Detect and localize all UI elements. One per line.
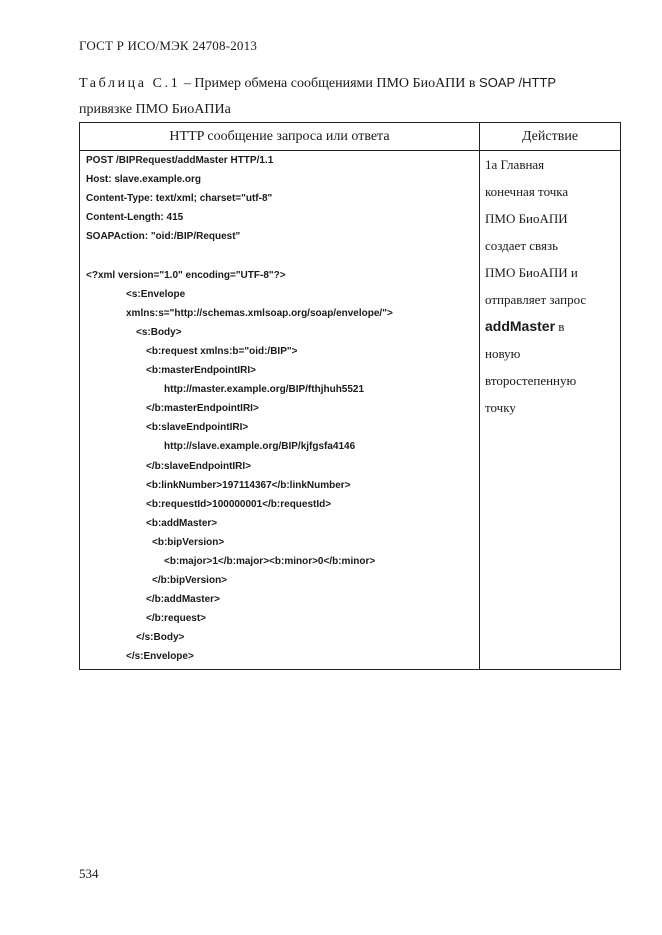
code-line: </b:masterEndpointIRI> <box>146 403 259 415</box>
code-line: <b:linkNumber>197114367</b:linkNumber> <box>146 479 351 491</box>
code-line: </b:slaveEndpointIRI> <box>146 460 252 472</box>
message-cell <box>80 151 480 670</box>
action-description <box>480 151 620 421</box>
code-line: xmlns:s="http://schemas.xmlsoap.org/soap/envelope/"> <box>126 307 393 319</box>
code-line <box>80 246 479 265</box>
action-line-keyword <box>485 313 620 340</box>
code-line: http://master.example.org/BIP/fthjhuh5521 <box>164 384 365 396</box>
action-line: 1a Главная <box>485 157 545 172</box>
code-line: <?xml version="1.0" encoding="UTF-8"?> <box>86 269 286 281</box>
code-line: <b:major>1</b:major><b:minor>0</b:minor> <box>164 555 376 567</box>
code-line: </s:Body> <box>136 632 185 644</box>
caption-protocol: SOAP /HTTP <box>479 75 557 90</box>
code-line: <b:slaveEndpointIRI> <box>146 422 249 434</box>
table-header-row <box>80 123 621 151</box>
action-line: новую <box>485 346 521 361</box>
code-line: </s:Envelope> <box>126 651 194 663</box>
caption-text-part1: Пример обмена сообщениями ПМО БиоАПИ в <box>194 76 476 91</box>
code-line: <b:masterEndpointIRI> <box>146 365 257 377</box>
action-line: ПМО БиоАПИ <box>485 211 568 226</box>
code-line: <b:bipVersion> <box>152 536 225 548</box>
action-line: отправляет запрос <box>485 292 587 307</box>
message-table <box>79 122 621 670</box>
action-line: создает связь <box>485 238 559 253</box>
code-line: Content-Type: text/xml; charset="utf-8" <box>86 193 273 205</box>
code-line: <b:addMaster> <box>146 517 218 529</box>
code-line: Host: slave.example.org <box>86 174 202 186</box>
action-line: ПМО БиоАПИ и <box>485 265 578 280</box>
table-caption <box>79 70 619 123</box>
code-line: http://slave.example.org/BIP/kjfgsfa4146 <box>164 441 356 453</box>
code-line: POST /BIPRequest/addMaster HTTP/1.1 <box>86 155 274 166</box>
column-header-action: Действие <box>480 123 621 151</box>
code-line: SOAPAction: "oid:/BIP/Request" <box>86 231 241 243</box>
page-number: 534 <box>79 866 99 881</box>
caption-text-part2: привязке ПМО БиоАПИа <box>79 102 231 117</box>
action-keyword: addMaster <box>485 318 556 334</box>
code-line: <s:Envelope <box>126 288 186 300</box>
code-line: </b:request> <box>146 613 207 625</box>
caption-label: Таблица С.1 <box>79 76 181 91</box>
action-cell <box>480 151 621 670</box>
action-line: точку <box>485 400 516 415</box>
table-row <box>80 151 621 670</box>
http-message-code <box>80 151 479 669</box>
code-line: Content-Length: 415 <box>86 212 184 224</box>
code-line: <b:request xmlns:b="oid:/BIP"> <box>146 345 298 357</box>
column-header-message: HTTP сообщение запроса или ответа <box>80 123 480 151</box>
code-line: <s:Body> <box>136 326 182 338</box>
document-header: ГОСТ Р ИСО/МЭК 24708-2013 <box>79 38 258 53</box>
action-line: конечная точка <box>485 184 569 199</box>
code-line: </b:addMaster> <box>146 594 220 606</box>
code-line: <b:requestId>100000001</b:requestId> <box>146 498 332 510</box>
caption-dash: – <box>183 76 191 91</box>
action-keyword-suffix: в <box>558 319 565 334</box>
code-line: </b:bipVersion> <box>152 575 228 587</box>
action-line: второстепенную <box>485 373 577 388</box>
